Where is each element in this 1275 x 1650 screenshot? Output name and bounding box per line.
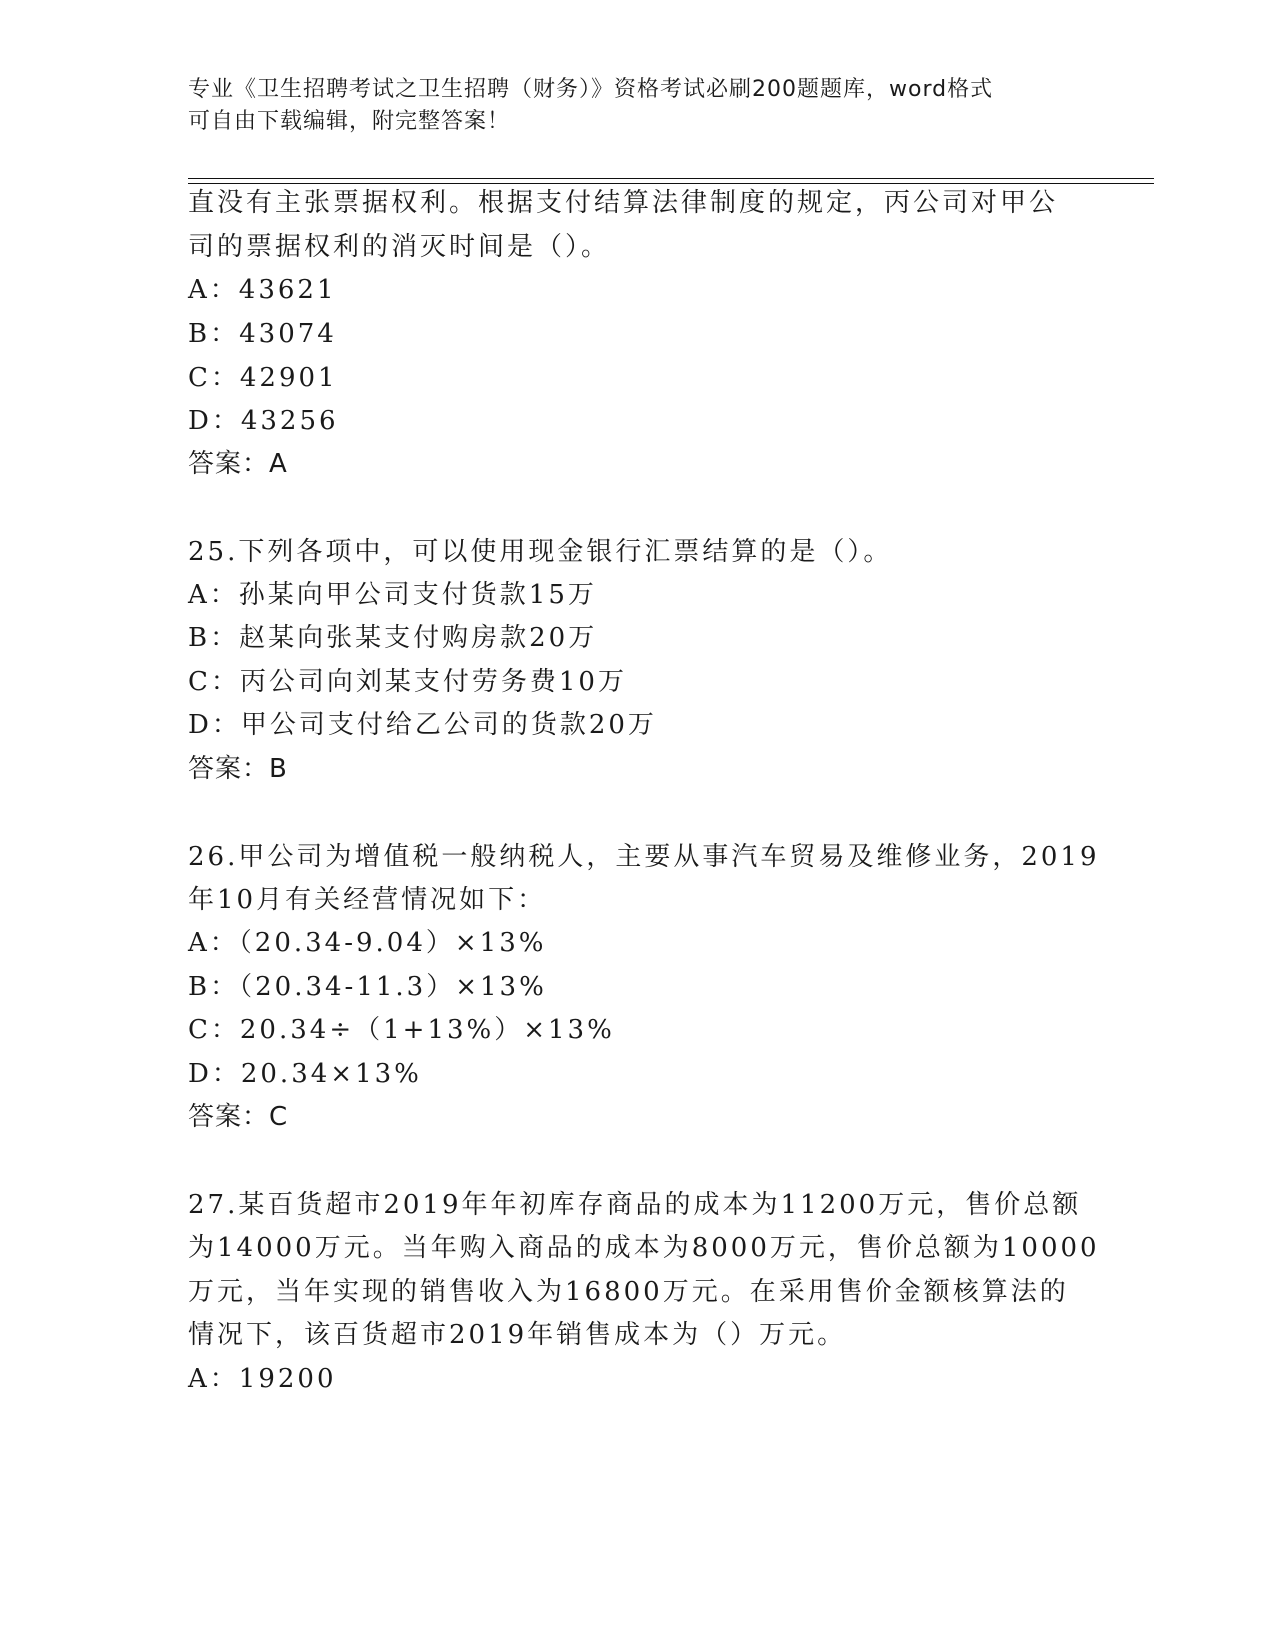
question-24-option-b: B：43074: [188, 319, 337, 349]
question-26-text-line-1: 26.甲公司为增值税一般纳税人，主要从事汽车贸易及维修业务，2019: [188, 842, 1100, 872]
question-25-option-c: C：丙公司向刘某支付劳务费10万: [188, 667, 627, 697]
question-24-option-d: D：43256: [188, 406, 339, 436]
question-24-option-c: C：42901: [188, 363, 338, 393]
question-25-option-b: B：赵某向张某支付购房款20万: [188, 623, 598, 653]
question-27-text-line-1: 27.某百货超市2019年年初库存商品的成本为11200万元，售价总额: [188, 1190, 1082, 1220]
question-24-text-line-1: 直没有主张票据权利。根据支付结算法律制度的规定，丙公司对甲公: [188, 188, 1059, 218]
question-25-option-a: A：孙某向甲公司支付货款15万: [188, 580, 597, 610]
question-27-text-line-2: 为14000万元。当年购入商品的成本为8000万元，售价总额为10000: [188, 1233, 1100, 1263]
header-title-line-1: 专业《卫生招聘考试之卫生招聘（财务）》资格考试必刷200题题库，word格式: [188, 77, 994, 102]
question-24-answer: 答案：A: [188, 449, 288, 479]
question-26-option-a: A：（20.34-9.04）×13%: [188, 928, 547, 958]
question-24-text-line-2: 司的票据权利的消灭时间是（）。: [188, 232, 611, 262]
question-26-option-d: D：20.34×13%: [188, 1059, 422, 1089]
document-header: [188, 74, 1088, 138]
header-divider-top: [188, 178, 1154, 179]
question-27-option-a: A：19200: [188, 1364, 337, 1394]
question-26-option-c: C：20.34÷（1+13%）×13%: [188, 1015, 615, 1045]
question-27-text-line-3: 万元，当年实现的销售收入为16800万元。在采用售价金额核算法的: [188, 1277, 1069, 1307]
question-25-option-d: D：甲公司支付给乙公司的货款20万: [188, 710, 657, 740]
question-26-answer: 答案：C: [188, 1102, 289, 1132]
question-25-answer: 答案：B: [188, 754, 288, 784]
header-title-line-2: 可自由下载编辑，附完整答案！: [188, 109, 511, 134]
question-26-option-b: B：（20.34-11.3）×13%: [188, 972, 547, 1002]
question-27-text-line-4: 情况下，该百货超市2019年销售成本为（）万元。: [188, 1320, 847, 1350]
question-25-text-line-1: 25.下列各项中，可以使用现金银行汇票结算的是（）。: [188, 537, 893, 567]
question-24-option-a: A：43621: [188, 275, 337, 305]
header-divider-bottom: [188, 183, 1154, 184]
question-26-text-line-2: 年10月有关经营情况如下：: [188, 885, 547, 915]
